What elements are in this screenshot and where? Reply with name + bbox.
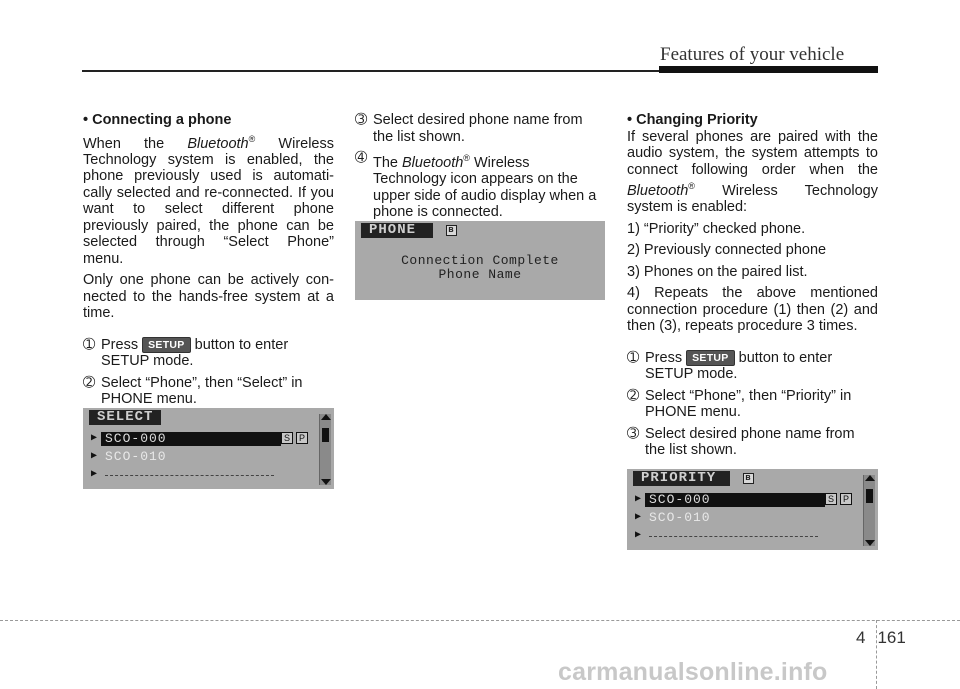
phone-screen <box>355 221 605 300</box>
priority-badge: P <box>840 493 852 505</box>
step-number: ➃ <box>355 150 368 166</box>
page-number <box>856 628 906 648</box>
paragraph-one-phone: Only one phone can be actively con-nected to the hands-free system at a time. <box>83 272 334 322</box>
screen-title-text: SELECT <box>97 409 154 425</box>
empty-slot-divider <box>649 536 818 537</box>
list-item-3: 3) Phones on the paired list. <box>627 263 808 280</box>
row-arrow-icon: ▶ <box>635 512 642 523</box>
phone-name: SCO-010 <box>649 510 711 525</box>
bluetooth-term: Bluetooth <box>187 135 249 152</box>
scroll-down-icon[interactable] <box>321 479 331 485</box>
row-arrow-icon: ▶ <box>635 530 642 541</box>
step-number: ➂ <box>355 112 368 128</box>
text: Press <box>101 336 143 353</box>
screen-title <box>361 222 455 238</box>
paragraph-priority-intro <box>627 129 878 216</box>
page-header-title: Features of your vehicle <box>660 44 845 65</box>
text: button to enter SETUP mode. <box>645 349 833 383</box>
phone-list <box>631 491 858 545</box>
step-text: Select desired phone name from the list shown. <box>373 112 583 145</box>
setup-button[interactable]: SETUP <box>142 337 191 353</box>
list-item[interactable] <box>87 448 314 466</box>
step-2 <box>627 388 878 421</box>
scroll-down-icon[interactable] <box>865 540 875 546</box>
section-heading-priority: • Changing Priority <box>627 112 758 128</box>
step-number: ➀ <box>627 349 640 366</box>
text: The <box>373 154 403 171</box>
scroll-up-icon[interactable] <box>321 414 331 420</box>
text: Wireless Technology system is enabled, the phone previously used is automati-cally selected and re-connected. If you want to select different phone previously paired, the phone can be selected through “Select Phone” menu. <box>83 135 334 267</box>
screen-title <box>633 470 752 486</box>
scrollbar[interactable] <box>319 414 331 485</box>
step-text: Select “Phone”, then “Select” in PHONE menu. <box>101 374 303 408</box>
step-text: Select “Phone”, then “Priority” in PHONE menu. <box>645 387 852 421</box>
text: Press <box>645 349 687 366</box>
step-number: ➂ <box>627 425 640 442</box>
list-item-empty[interactable] <box>631 527 858 545</box>
bluetooth-term: Bluetooth <box>627 182 689 199</box>
step-1 <box>83 337 334 370</box>
watermark: carmanualsonline.info <box>558 658 828 686</box>
list-item[interactable] <box>87 430 314 448</box>
row-arrow-icon: ▶ <box>635 494 642 505</box>
scroll-thumb[interactable] <box>866 489 873 503</box>
secure-badge: S <box>825 493 837 505</box>
list-item[interactable] <box>631 491 858 509</box>
phone-name: SCO-010 <box>105 449 167 464</box>
row-arrow-icon: ▶ <box>91 451 98 462</box>
text: When the <box>83 135 188 152</box>
screen-title-text: PRIORITY <box>641 470 717 486</box>
page-number-value: 161 <box>877 628 906 647</box>
badge-group <box>281 432 308 444</box>
step-number: ➁ <box>627 387 640 404</box>
step-number: ➁ <box>83 374 96 391</box>
step-1 <box>627 350 878 383</box>
column-3 <box>627 112 878 464</box>
phone-name: SCO-000 <box>645 493 825 507</box>
step-text: Select desired phone name from the list shown. <box>645 425 855 459</box>
row-arrow-icon: ▶ <box>91 469 98 480</box>
scrollbar[interactable] <box>863 475 875 546</box>
connection-status-text: Connection Complete <box>401 253 559 268</box>
step-4 <box>355 150 605 221</box>
list-item-1: 1) “Priority” checked phone. <box>627 220 806 237</box>
bluetooth-icon: ʙ <box>743 473 754 484</box>
select-screen <box>83 408 334 489</box>
screen-title-text: PHONE <box>369 222 417 238</box>
header-rule-accent <box>659 66 878 73</box>
registered-mark: ® <box>688 181 695 191</box>
text: Wireless Technology system is enabled: <box>627 182 878 216</box>
registered-mark: ® <box>463 153 470 163</box>
bluetooth-icon: ʙ <box>446 225 457 236</box>
badge-group <box>825 493 852 505</box>
step-number: ➀ <box>83 336 96 353</box>
text: button to enter SETUP mode. <box>101 336 289 370</box>
step-3 <box>627 426 878 459</box>
phone-name-text: Phone Name <box>438 267 522 282</box>
phone-name: SCO-000 <box>101 432 281 446</box>
chapter-number: 4 <box>856 628 866 647</box>
text: If several phones are paired with the audio system, the system attempts to connect following order when the <box>627 128 878 178</box>
scroll-thumb[interactable] <box>322 428 329 442</box>
scroll-up-icon[interactable] <box>865 475 875 481</box>
screen-title <box>89 410 161 425</box>
priority-badge: P <box>296 432 308 444</box>
text: Wireless Technology icon appears on the upper side of audio display when a phone is connected. <box>373 154 597 221</box>
step-3 <box>355 112 605 145</box>
section-heading-connecting: • Connecting a phone <box>83 112 232 128</box>
setup-button[interactable]: SETUP <box>686 350 735 366</box>
column-2 <box>355 112 605 226</box>
list-item-empty[interactable] <box>87 466 314 484</box>
priority-screen <box>627 469 878 550</box>
bluetooth-term: Bluetooth <box>402 154 464 171</box>
secure-badge: S <box>281 432 293 444</box>
footer-divider <box>0 620 960 621</box>
empty-slot-divider <box>105 475 274 476</box>
step-2 <box>83 375 334 408</box>
paragraph-bluetooth-intro <box>83 131 334 268</box>
phone-list <box>87 430 314 484</box>
list-item-4: 4) Repeats the above mentioned connection procedure (1) then (2) and then (3), repeats procedure 3 times. <box>627 285 878 335</box>
list-item[interactable] <box>631 509 858 527</box>
registered-mark: ® <box>248 133 256 144</box>
column-1 <box>83 112 334 413</box>
row-arrow-icon: ▶ <box>91 433 98 444</box>
list-item-2: 2) Previously connected phone <box>627 242 827 259</box>
